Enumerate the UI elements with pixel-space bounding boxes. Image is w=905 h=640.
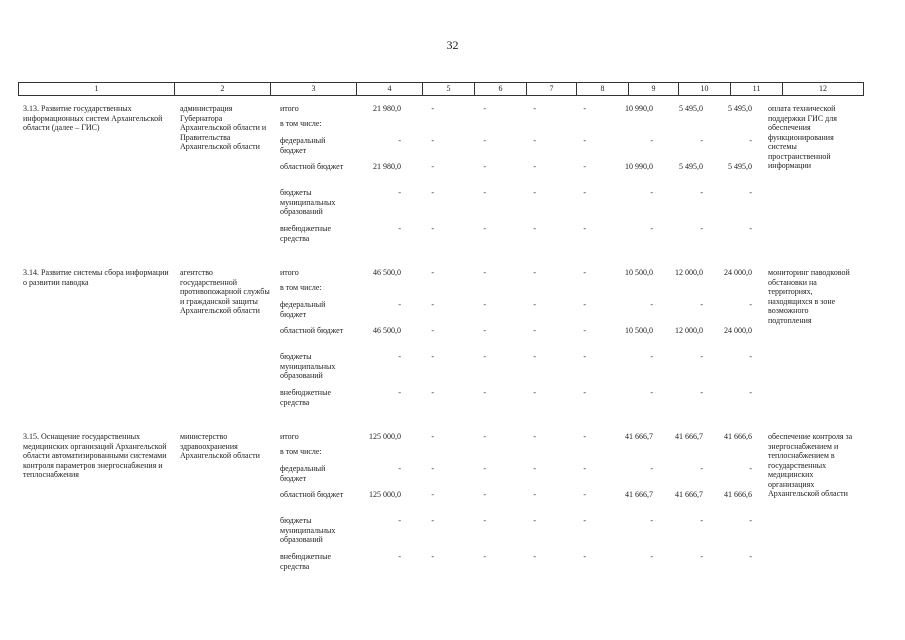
page-number: 32 [446,38,459,52]
column-header: 7 [527,83,577,95]
value-cell: - [431,224,434,233]
table-header [18,82,864,96]
value-cell: - [583,224,586,233]
value-cell: 41 666,7 [625,432,653,441]
measure-name: 3.15. Оснащение государственных медицинских организаций Архангельской области автоматизированными системами контроля параметров энергоснабжения и теплоснабжения [23,432,167,479]
value-cell: - [398,352,401,361]
value-cell: - [483,162,486,171]
value-cell: - [431,464,434,473]
value-cell: - [749,464,752,473]
value-cell: - [583,326,586,335]
value-cell: - [483,388,486,397]
value-cell: - [749,388,752,397]
value-cell: - [650,388,653,397]
value-cell: - [533,516,536,525]
column-header: 1 [19,83,175,95]
column-header: 11 [731,83,783,95]
value-cell: - [700,300,703,309]
value-cell: - [583,432,586,441]
value-cell: - [483,268,486,277]
value-cell: - [431,268,434,277]
value-cell: - [749,516,752,525]
value-cell: - [431,432,434,441]
value-cell: - [533,136,536,145]
value-cell: - [431,326,434,335]
value-cell: - [700,464,703,473]
value-cell: - [398,516,401,525]
purpose: обеспечение контроля за энергоснабжением и теплоснабжением в государственных медицинских организациях Архангельской области [768,432,853,498]
column-header: 8 [577,83,629,95]
executor: министерство здравоохранения Архангельской области [180,432,260,460]
value-cell: - [431,516,434,525]
value-cell: - [583,188,586,197]
executor: администрация Губернатора Архангельской области и Правительства Архангельской области [180,104,267,151]
value-cell: - [431,188,434,197]
value-cell: 125 000,0 [369,432,401,441]
row-label: итого [280,104,299,113]
measure-name: 3.13. Развитие государственных информационных систем Архангельской области (далее – ГИС) [23,104,163,132]
value-cell: - [749,552,752,561]
row-label: бюджеты муниципальных образований [280,516,336,544]
row-label: бюджеты муниципальных образований [280,188,336,216]
value-cell: - [749,136,752,145]
value-cell: 21 980,0 [373,162,401,171]
value-cell: - [431,552,434,561]
value-cell: 12 000,0 [675,268,703,277]
value-cell: - [431,352,434,361]
row-label: в том числе: [280,283,322,292]
value-cell: 5 495,0 [679,104,703,113]
value-cell: - [483,352,486,361]
value-cell: - [650,224,653,233]
value-cell: - [533,490,536,499]
value-cell: - [483,464,486,473]
value-cell: - [533,326,536,335]
row-label: бюджеты муниципальных образований [280,352,336,380]
value-cell: - [583,300,586,309]
value-cell: - [398,224,401,233]
value-cell: - [749,224,752,233]
row-label: федеральный бюджет [280,464,326,483]
row-label: внебюджетные средства [280,552,331,571]
value-cell: - [700,224,703,233]
value-cell: - [583,516,586,525]
value-cell: - [700,388,703,397]
column-header: 10 [679,83,731,95]
value-cell: - [650,464,653,473]
value-cell: - [583,552,586,561]
value-cell: - [398,136,401,145]
value-cell: - [398,388,401,397]
value-cell: - [533,464,536,473]
value-cell: - [583,104,586,113]
value-cell: 41 666,6 [724,490,752,499]
purpose: мониторинг паводковой обстановки на территориях, находящихся в зоне возможного подтопления [768,268,850,325]
value-cell: 41 666,7 [625,490,653,499]
value-cell: - [431,388,434,397]
value-cell: 5 495,0 [728,162,752,171]
value-cell: - [650,552,653,561]
value-cell: - [398,188,401,197]
value-cell: - [483,516,486,525]
value-cell: 10 500,0 [625,268,653,277]
column-header: 4 [357,83,423,95]
value-cell: - [650,188,653,197]
value-cell: - [431,162,434,171]
value-cell: - [398,300,401,309]
value-cell: - [583,464,586,473]
value-cell: 125 000,0 [369,490,401,499]
value-cell: - [483,552,486,561]
value-cell: - [533,352,536,361]
value-cell: - [533,388,536,397]
column-header: 3 [271,83,357,95]
value-cell: - [650,300,653,309]
value-cell: 5 495,0 [679,162,703,171]
value-cell: - [533,432,536,441]
value-cell: - [398,552,401,561]
value-cell: 41 666,7 [675,432,703,441]
value-cell: - [700,352,703,361]
value-cell: - [650,516,653,525]
row-label: федеральный бюджет [280,300,326,319]
measure-name: 3.14. Развитие системы сбора информации о развитии паводка [23,268,169,287]
row-label: в том числе: [280,119,322,128]
value-cell: - [700,552,703,561]
value-cell: - [749,188,752,197]
value-cell: - [583,388,586,397]
row-label: итого [280,268,299,277]
value-cell: 41 666,7 [675,490,703,499]
value-cell: - [533,188,536,197]
value-cell: 46 500,0 [373,268,401,277]
value-cell: - [483,300,486,309]
value-cell: - [483,432,486,441]
value-cell: - [483,104,486,113]
value-cell: - [700,136,703,145]
value-cell: 24 000,0 [724,268,752,277]
value-cell: - [483,188,486,197]
value-cell: - [583,268,586,277]
row-label: итого [280,432,299,441]
row-label: областной бюджет [280,490,344,499]
column-header: 5 [423,83,475,95]
value-cell: - [650,136,653,145]
row-label: внебюджетные средства [280,388,331,407]
value-cell: - [749,300,752,309]
value-cell: - [583,136,586,145]
value-cell: 10 990,0 [625,162,653,171]
value-cell: - [483,326,486,335]
value-cell: - [533,104,536,113]
row-label: федеральный бюджет [280,136,326,155]
column-header: 12 [819,84,827,93]
value-cell: - [431,490,434,499]
value-cell: - [483,224,486,233]
value-cell: - [749,352,752,361]
value-cell: - [533,552,536,561]
row-label: внебюджетные средства [280,224,331,243]
value-cell: - [431,300,434,309]
row-label: в том числе: [280,447,322,456]
row-label: областной бюджет [280,162,344,171]
value-cell: - [583,352,586,361]
column-header: 9 [629,83,679,95]
value-cell: 41 666,6 [724,432,752,441]
value-cell: - [398,464,401,473]
value-cell: 12 000,0 [675,326,703,335]
executor: агентство государственной противопожарной службы и гражданской защиты Архангельской области [180,268,270,315]
value-cell: - [533,224,536,233]
value-cell: - [431,136,434,145]
value-cell: 21 980,0 [373,104,401,113]
value-cell: 10 990,0 [625,104,653,113]
purpose: оплата технической поддержки ГИС для обеспечения функционирования системы пространственной информации [768,104,837,170]
column-header: 2 [175,83,271,95]
value-cell: - [650,352,653,361]
column-header: 6 [475,83,527,95]
value-cell: 24 000,0 [724,326,752,335]
value-cell: 46 500,0 [373,326,401,335]
value-cell: - [533,268,536,277]
value-cell: 5 495,0 [728,104,752,113]
value-cell: - [483,136,486,145]
value-cell: - [583,162,586,171]
value-cell: - [700,516,703,525]
value-cell: - [583,490,586,499]
value-cell: 10 500,0 [625,326,653,335]
value-cell: - [533,162,536,171]
value-cell: - [533,300,536,309]
value-cell: - [700,188,703,197]
value-cell: - [483,490,486,499]
value-cell: - [431,104,434,113]
row-label: областной бюджет [280,326,344,335]
